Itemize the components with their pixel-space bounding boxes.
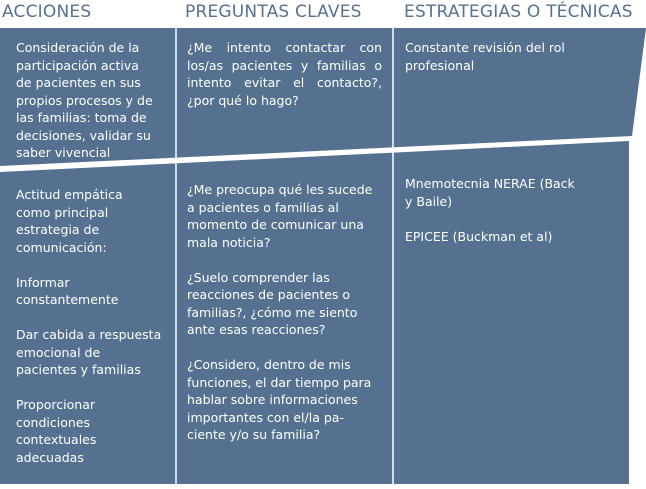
text-line: de pacientes en sus [16, 75, 141, 90]
text-line: Dar cabida a respuesta [16, 327, 162, 342]
row1-preguntas [187, 39, 382, 109]
text-line: condiciones [16, 414, 90, 430]
text-line: las familias: toma de [16, 110, 147, 125]
text-line: decisiones, validar su [16, 127, 151, 143]
text-line: reacciones de pacientes o [187, 287, 351, 302]
header-preguntas-claves: PREGUNTAS CLAVES [185, 2, 362, 22]
text-line: ¿por qué lo hago? [187, 92, 299, 108]
text-line: mala noticia? [187, 234, 271, 250]
row2-acciones [16, 186, 172, 466]
text-line: comunicación: [16, 239, 107, 255]
text-line: y Baile) [405, 193, 453, 209]
text-line: hablar sobre informaciones [187, 392, 358, 407]
text-line: Proporcionar [16, 397, 95, 412]
text-line: ¿Me intento contactar con [187, 40, 382, 55]
text-line: EPICEE (Buckman et al) [405, 228, 553, 244]
text-line: intento evitar el contacto?, [187, 75, 382, 90]
text-line: ¿Suelo comprender las [187, 269, 330, 285]
text-line: importantes con el/la pa- [187, 409, 344, 425]
text-line: ¿Me preocupa qué les sucede [187, 182, 373, 197]
text-line: ante esas reacciones? [187, 322, 326, 337]
text-line: propios procesos y de [16, 92, 153, 108]
header-estrategias: ESTRATEGIAS O TÉCNICAS [404, 2, 633, 22]
text-line: contextuales [16, 432, 97, 447]
text-line: los/as pacientes y familias o [187, 57, 382, 73]
text-line: profesional [405, 57, 475, 73]
text-line: Informar [16, 274, 70, 290]
text-line: emocional de [16, 344, 101, 360]
text-line: a pacientes o familias al [187, 199, 339, 215]
text-line: Consideración de la [16, 40, 140, 55]
text-line: funciones, el dar tiempo para [187, 374, 372, 390]
text-line: participación activa [16, 57, 139, 73]
text-line: momento de comunicar una [187, 217, 364, 232]
text-line: ¿Considero, dentro de mis [187, 357, 351, 372]
row1-acciones [16, 39, 172, 162]
text-line: constantemente [16, 292, 119, 307]
header-acciones: ACCIONES [2, 2, 92, 22]
text-line: Constante revisión del rol [405, 40, 565, 55]
text-line: Mnemotecnia NERAE (Back [405, 176, 575, 191]
text-line: ciente y/o su familia? [187, 427, 321, 442]
row1-estrategias [405, 39, 620, 74]
text-line: como principal [16, 204, 109, 220]
text-line: pacientes y familias [16, 362, 141, 377]
row2-estrategias [405, 175, 620, 245]
text-line: adecuadas [16, 449, 84, 465]
text-line: estrategia de [16, 222, 100, 237]
text-line: familias?, ¿cómo me siento [187, 304, 358, 320]
text-line: saber vivencial [16, 145, 111, 160]
row2-preguntas [187, 181, 382, 444]
text-line: Actitud empática [16, 187, 123, 202]
